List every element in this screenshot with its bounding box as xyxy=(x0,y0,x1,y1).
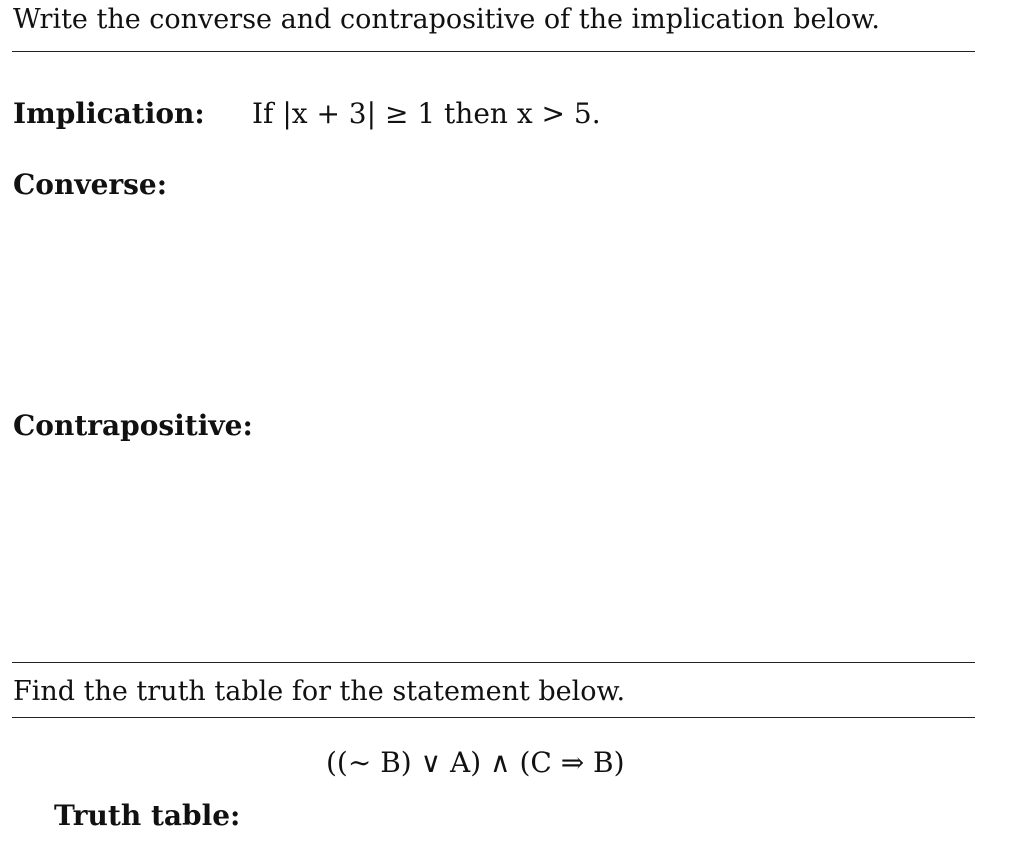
rule-section2-top xyxy=(12,662,975,663)
converse-label: Converse: xyxy=(13,168,168,201)
implication-statement: If |x + 3| ≥ 1 then x > 5. xyxy=(252,97,601,130)
rule-section2-bottom xyxy=(12,717,975,718)
converse-answer-area[interactable] xyxy=(12,210,975,400)
implication-label: Implication: xyxy=(13,97,205,130)
truth-table-label: Truth table: xyxy=(54,799,241,832)
contrapositive-answer-area[interactable] xyxy=(12,450,975,650)
rule-top xyxy=(12,51,975,52)
truth-table-instruction: Find the truth table for the statement below. xyxy=(13,676,626,707)
contrapositive-label: Contrapositive: xyxy=(13,409,253,442)
converse-instruction: Write the converse and contrapositive of the implication below. xyxy=(13,4,880,35)
logic-statement: ((∼ B) ∨ A) ∧ (C ⇒ B) xyxy=(326,746,625,779)
